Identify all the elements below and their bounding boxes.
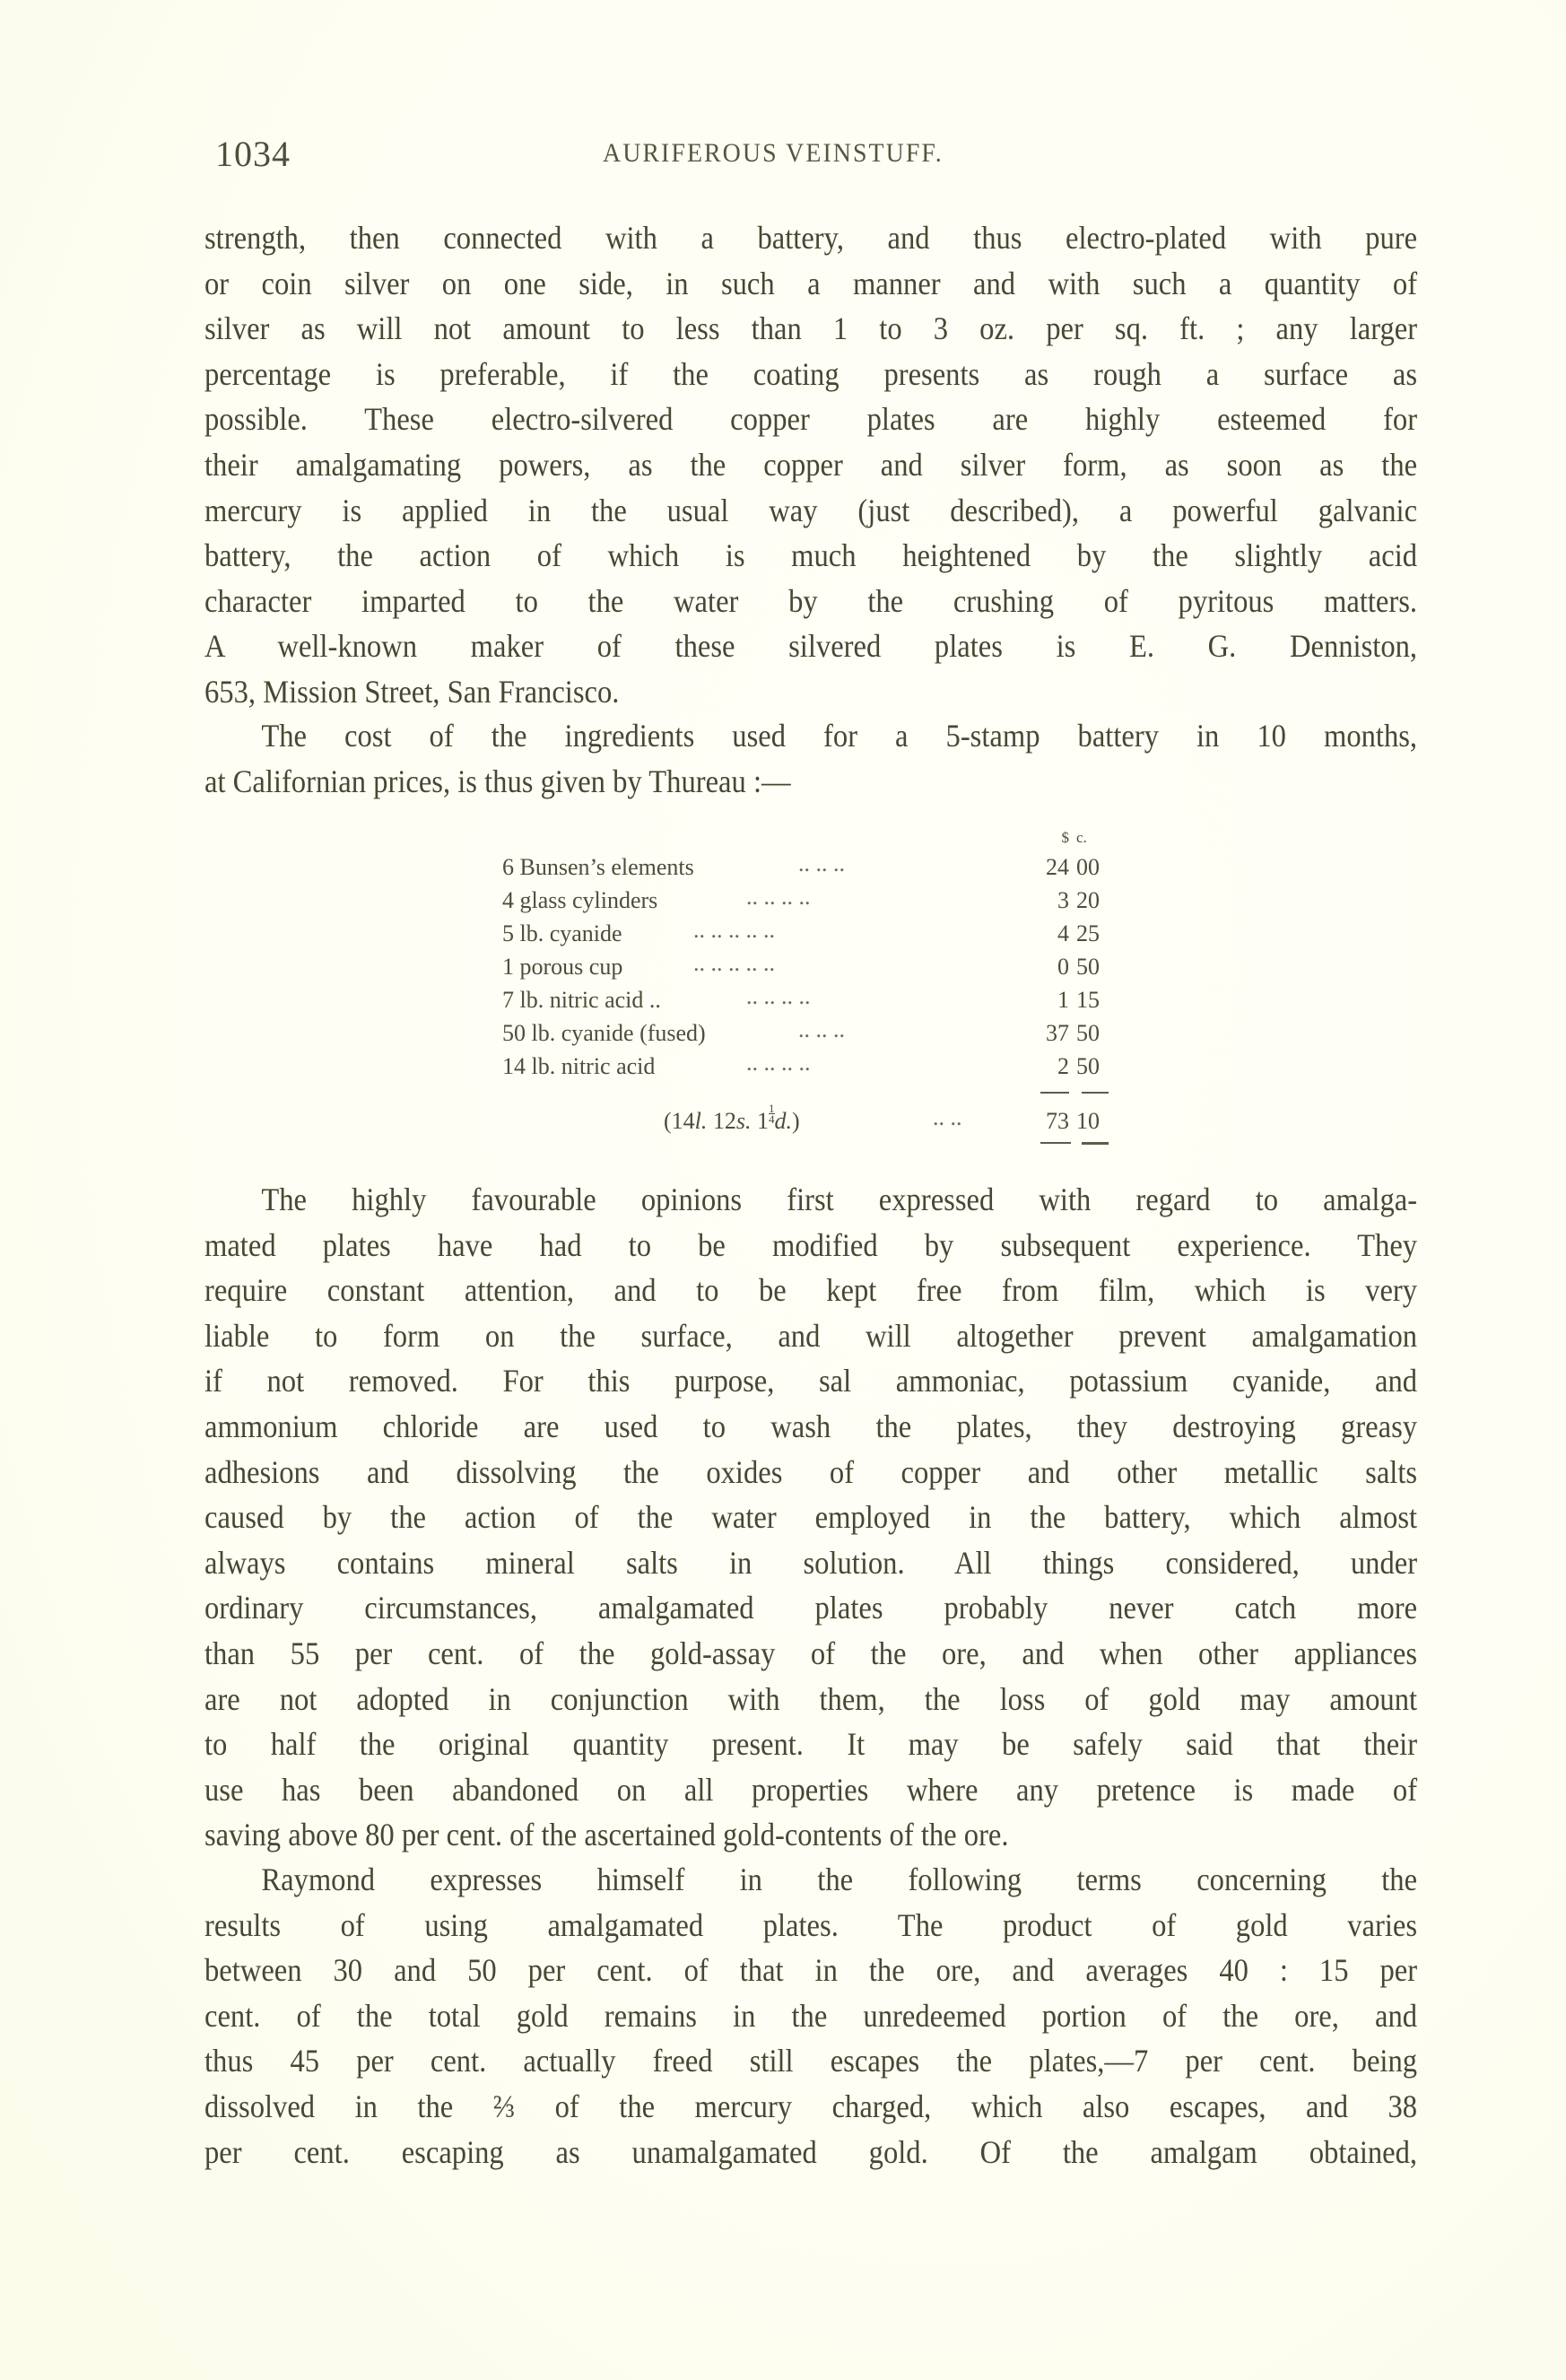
item-label: 7 lb. nitric acid .. bbox=[502, 987, 661, 1013]
table-row bbox=[502, 1016, 1130, 1050]
cents-rule bbox=[1082, 1092, 1109, 1094]
text-line: character imparted to the water by the crushing of pyritous matters. bbox=[204, 582, 1418, 619]
sterling-close: ) bbox=[792, 1108, 800, 1134]
cents-value: 50 bbox=[1076, 1020, 1100, 1046]
leader-dots: .. .. .. .. .. bbox=[693, 950, 775, 976]
text-line: The highly favourable opinions first expressed with regard to amalga- bbox=[261, 1181, 1418, 1217]
text-line: their amalgamating powers, as the copper and silver form, as soon as the bbox=[204, 446, 1418, 483]
text-line: silver as will not amount to less than 1 to 3 oz. per sq. ft. ; any larger bbox=[204, 310, 1418, 347]
text-line: adhesions and dissolving the oxides of copper and other metallic salts bbox=[204, 1453, 1418, 1490]
total-cents: 10 bbox=[1076, 1108, 1100, 1134]
table-row bbox=[502, 983, 1130, 1016]
table-row bbox=[502, 950, 1130, 983]
text-line: mercury is applied in the usual way (just described), a powerful galvanic bbox=[204, 492, 1418, 528]
text-line: possible. These electro-silvered copper plates are highly esteemed for bbox=[204, 401, 1418, 438]
paragraph-raymond-results bbox=[204, 1857, 1417, 2175]
table-row bbox=[502, 884, 1130, 917]
text-line: cent. of the total gold remains in the unredeemed portion of the ore, and bbox=[204, 1997, 1418, 2034]
leader-dots: .. .. .. .. bbox=[746, 1050, 811, 1076]
paragraph-amalgamated-plates-experience bbox=[204, 1177, 1417, 1858]
text-line: dissolved in the ⅔ of the mercury charged, which also escapes, and 38 bbox=[204, 2088, 1418, 2124]
leader-dots: .. .. .. bbox=[798, 1016, 845, 1042]
text-line: than 55 per cent. of the gold-assay of the ore, and when other appliances bbox=[204, 1635, 1418, 1671]
text-line: to half the original quantity present. It may be safely said that their bbox=[204, 1726, 1418, 1763]
item-label: 50 lb. cyanide (fused) bbox=[502, 1020, 706, 1046]
cents-value: 25 bbox=[1076, 920, 1100, 946]
text-line: use has been abandoned on all properties where any pretence is made of bbox=[204, 1771, 1418, 1808]
text-line: if not removed. For this purpose, sal ammoniac, potassium cyanide, and bbox=[204, 1363, 1418, 1399]
item-label: 6 Bunsen’s elements bbox=[502, 854, 694, 880]
total-dollars: 73 bbox=[1046, 1108, 1069, 1134]
page-number: 1034 bbox=[215, 134, 291, 174]
pence-abbrev: d. bbox=[774, 1108, 793, 1134]
paragraph-cost-intro bbox=[204, 713, 1417, 804]
table-row bbox=[502, 917, 1130, 950]
text-line: ordinary circumstances, amalgamated plates probably never catch more bbox=[204, 1590, 1418, 1626]
sterling-pounds: (14 bbox=[664, 1108, 695, 1134]
text-line: Raymond expresses himself in the following terms concerning the bbox=[261, 1861, 1418, 1897]
dollars-value: 37 bbox=[1046, 1020, 1069, 1046]
item-label: 4 glass cylinders bbox=[502, 887, 658, 913]
text-line: between 30 and 50 per cent. of that in the ore, and averages 40 : 15 per bbox=[204, 1952, 1418, 1989]
sterling-shillings: 12 bbox=[707, 1108, 736, 1134]
leader-dots: .. .. .. .. .. bbox=[693, 917, 775, 943]
cents-value: 15 bbox=[1076, 987, 1100, 1013]
text-line: at Californian prices, is thus given by Thureau :— bbox=[204, 763, 791, 799]
text-line: thus 45 per cent. actually freed still escapes the plates,—7 per cent. being bbox=[204, 2043, 1418, 2079]
sterling-equivalent bbox=[664, 1103, 800, 1140]
leader-dots: .. .. .. .. bbox=[746, 983, 811, 1009]
cost-table bbox=[502, 827, 1130, 1155]
dollars-value: 3 bbox=[1057, 887, 1069, 913]
dollars-total-rule bbox=[1040, 1142, 1071, 1144]
text-line: always contains mineral salts in solution. All things considered, under bbox=[204, 1544, 1418, 1581]
cents-value: 50 bbox=[1076, 1053, 1100, 1079]
table-row bbox=[502, 850, 1130, 884]
sterling-pence: 1 bbox=[751, 1108, 770, 1134]
text-line: battery, the action of which is much heightened by the slightly acid bbox=[204, 537, 1418, 574]
total-rule-row bbox=[502, 1140, 1130, 1155]
running-head bbox=[0, 133, 1566, 187]
text-line: percentage is preferable, if the coating presents as rough a surface as bbox=[204, 355, 1418, 392]
dollars-column-header: $ bbox=[1061, 829, 1069, 846]
text-line: mated plates have had to be modified by subsequent experience. They bbox=[204, 1226, 1418, 1263]
fraction-numerator: 1 bbox=[769, 1102, 775, 1115]
text-line: per cent. escaping as unamalgamated gold. Of the amalgam obtained, bbox=[204, 2133, 1418, 2170]
table-row bbox=[502, 1050, 1130, 1083]
item-label: 1 porous cup bbox=[502, 954, 623, 980]
leader-dots: .. .. .. .. bbox=[746, 884, 811, 910]
text-line: require constant attention, and to be kept free from film, which is very bbox=[204, 1272, 1418, 1309]
text-line: results of using amalgamated plates. The product of gold varies bbox=[204, 1906, 1418, 1943]
paragraph-electro-silvered-plates bbox=[204, 215, 1417, 715]
item-label: 14 lb. nitric acid bbox=[502, 1053, 656, 1079]
text-line: liable to form on the surface, and will altogether prevent amalgamation bbox=[204, 1317, 1418, 1354]
text-line: A well-known maker of these silvered plates is E. G. Denniston, bbox=[204, 628, 1418, 665]
pounds-abbrev: l. bbox=[694, 1108, 708, 1134]
table-total-row bbox=[502, 1103, 1130, 1140]
cents-value: 00 bbox=[1076, 854, 1100, 880]
text-line: ammonium chloride are used to wash the plates, they destroying greasy bbox=[204, 1408, 1418, 1444]
running-title: AURIFEROUS VEINSTUFF. bbox=[603, 138, 944, 168]
cents-value: 20 bbox=[1076, 887, 1100, 913]
dollars-value: 4 bbox=[1057, 920, 1069, 946]
fraction-denominator: 4 bbox=[769, 1112, 775, 1126]
subtotal-rule-row bbox=[502, 1083, 1130, 1103]
dollars-rule bbox=[1040, 1092, 1069, 1094]
shillings-abbrev: s. bbox=[735, 1108, 752, 1134]
dollars-value: 24 bbox=[1046, 854, 1069, 880]
item-label: 5 lb. cyanide bbox=[502, 920, 622, 946]
leader-dots: .. .. bbox=[933, 1104, 962, 1130]
text-line: saving above 80 per cent. of the ascertained gold-contents of the ore. bbox=[204, 1817, 1009, 1853]
leader-dots: .. .. .. bbox=[798, 850, 845, 876]
cents-value: 50 bbox=[1076, 954, 1100, 980]
text-line: are not adopted in conjunction with them, the loss of gold may amount bbox=[204, 1680, 1418, 1717]
text-line: caused by the action of the water employed in the battery, which almost bbox=[204, 1499, 1418, 1536]
text-line: The cost of the ingredients used for a 5-stamp battery in 10 months, bbox=[261, 718, 1418, 754]
dollars-value: 2 bbox=[1057, 1053, 1069, 1079]
text-line: or coin silver on one side, in such a manner and with such a quantity of bbox=[204, 265, 1418, 301]
cents-column-header: c. bbox=[1076, 829, 1087, 846]
dollars-value: 0 bbox=[1057, 954, 1069, 980]
dollars-value: 1 bbox=[1057, 987, 1069, 1013]
cents-total-rule bbox=[1082, 1142, 1109, 1145]
text-line: strength, then connected with a battery, and thus electro-plated with pure bbox=[204, 220, 1418, 256]
text-line: 653, Mission Street, San Francisco. bbox=[204, 673, 620, 710]
